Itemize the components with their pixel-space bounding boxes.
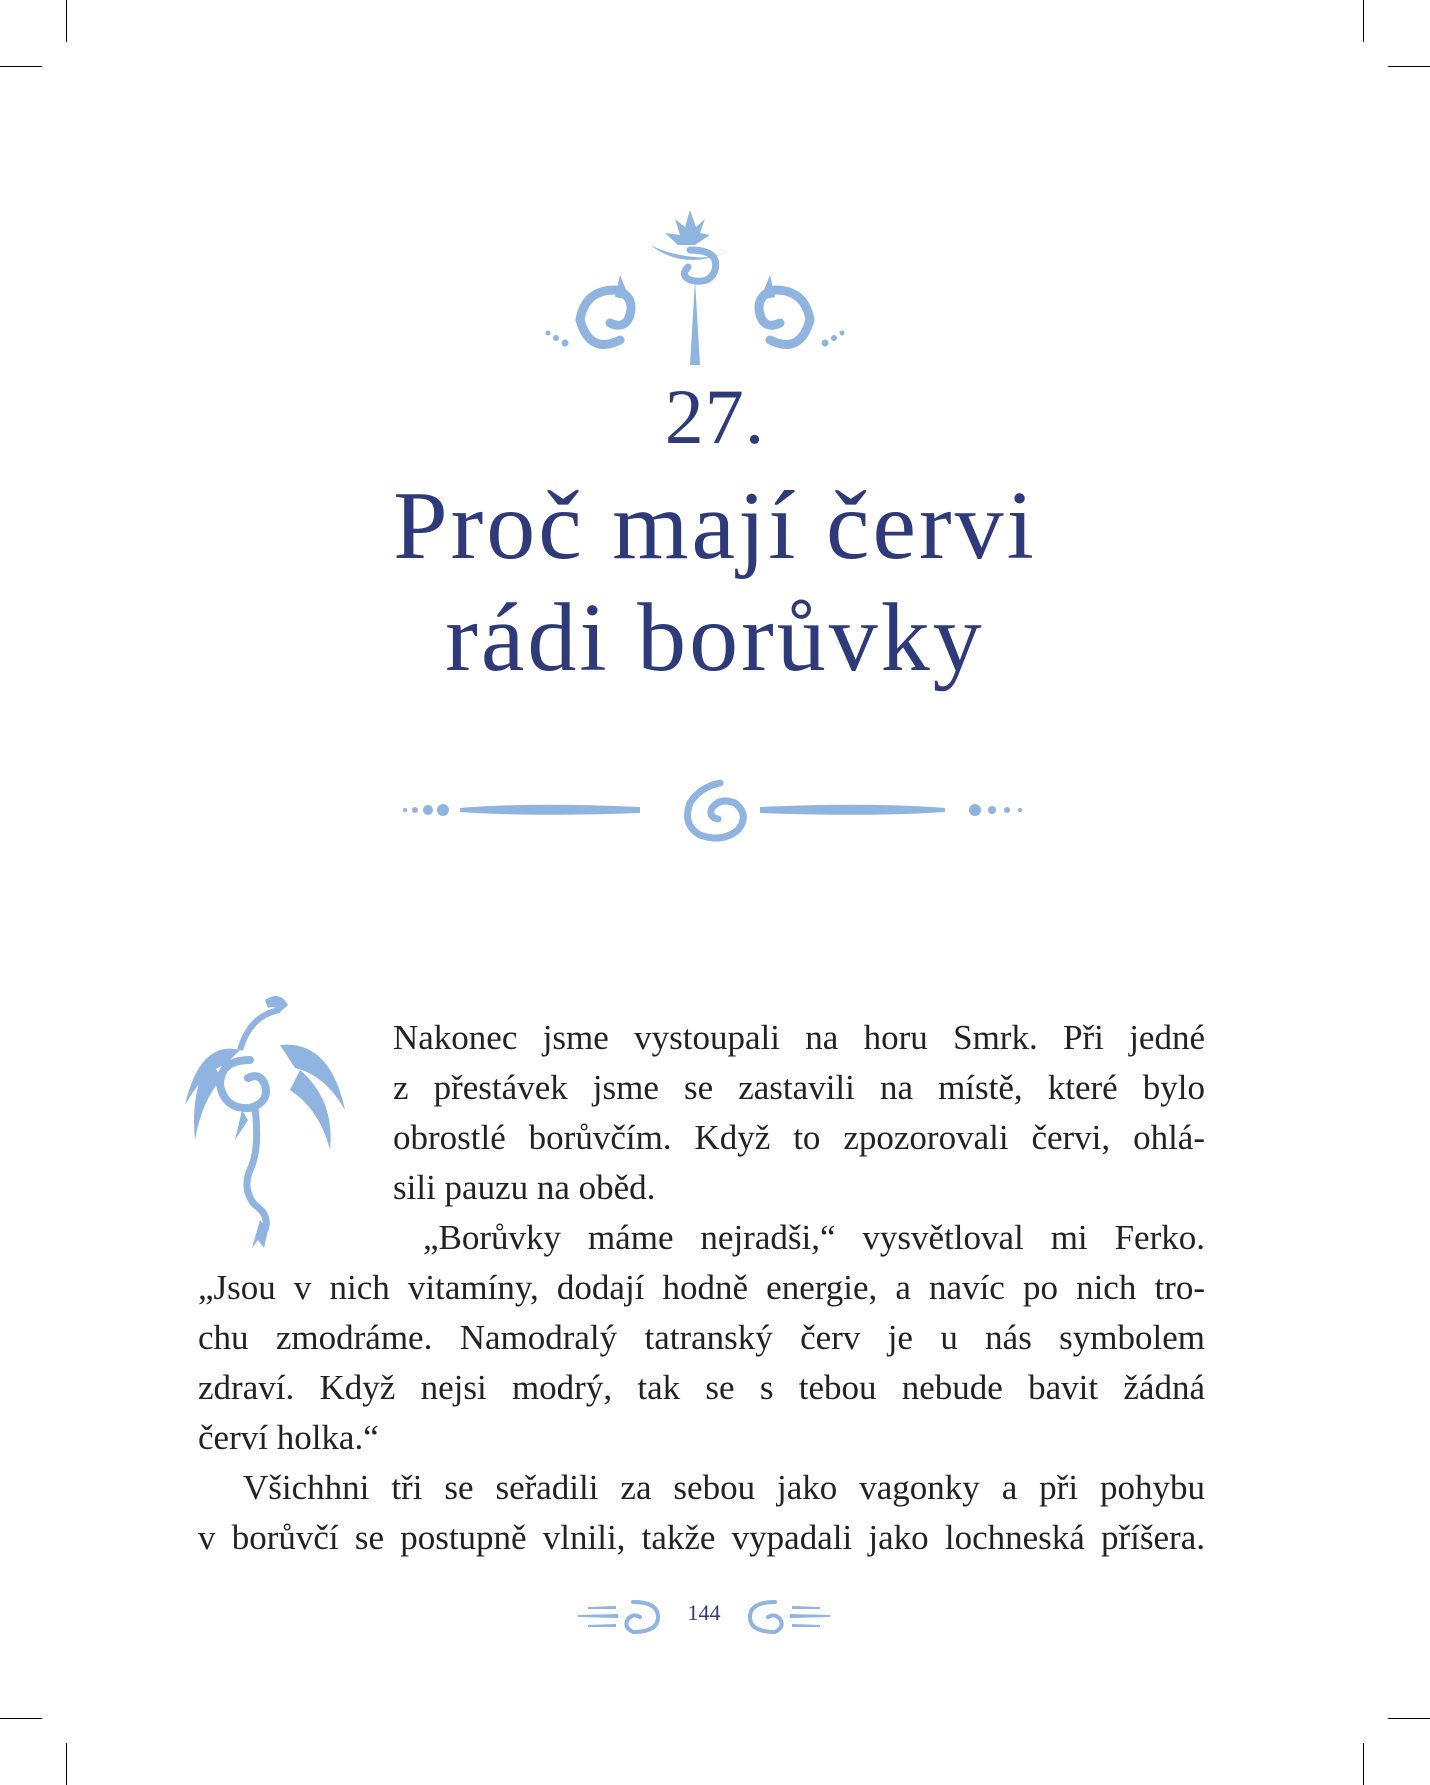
text-line: „Jsou v nich vitamíny, dodají hodně energie, a navíc po nich tro- xyxy=(198,1268,1205,1307)
crown-swirl-ornament-icon xyxy=(540,205,850,380)
footer-swirl-icon xyxy=(578,1597,668,1637)
text-line: Všichhni tři se seřadili za sebou jako vagonky a při pohybu xyxy=(243,1468,1205,1507)
text-line: chu zmodráme. Namodralý tatranský červ je u nás symbolem xyxy=(198,1318,1205,1357)
text-line: obrostlé borůvčím. Když to zpozorovali červi, ohlá- xyxy=(393,1118,1205,1157)
chapter-title xyxy=(0,470,1430,694)
crop-mark xyxy=(1388,1718,1430,1719)
text-line: z přestávek jsme se zastavili na místě, které bylo xyxy=(393,1068,1205,1107)
crop-mark xyxy=(0,66,42,67)
crop-mark xyxy=(1388,66,1430,67)
chapter-title-line: Proč mají červi xyxy=(393,472,1037,580)
text-line: v borůvčí se postupně vlnili, takže vypadali jako lochneská příšera. xyxy=(198,1518,1205,1557)
paragraph xyxy=(393,1013,1205,1213)
text-line: zdraví. Když nejsi modrý, tak se s tebou nebude bavit žádná xyxy=(198,1368,1205,1407)
chapter-number: 27. xyxy=(664,373,766,460)
text-line: „Borůvky máme nejradši,“ vysvětloval mi Ferko. xyxy=(423,1218,1205,1257)
chapter-title-line: rádi borůvky xyxy=(445,584,985,692)
crop-mark xyxy=(66,0,67,42)
crop-mark xyxy=(1363,0,1364,42)
crop-mark xyxy=(66,1743,67,1785)
crop-mark xyxy=(1363,1743,1364,1785)
text-line: sili pauzu na oběd. xyxy=(393,1168,656,1207)
swirl-divider-icon xyxy=(400,775,1030,845)
paragraph xyxy=(198,1213,1205,1463)
footer-swirl-icon xyxy=(740,1597,830,1637)
text-line: červí holka.“ xyxy=(198,1418,379,1457)
dragon-ornament-icon xyxy=(180,990,355,1250)
crop-mark xyxy=(0,1718,42,1719)
paragraph xyxy=(198,1463,1205,1563)
page-number: 144 xyxy=(687,1600,721,1625)
text-line: Nakonec jsme vystoupali na horu Smrk. Při jedné xyxy=(393,1018,1205,1057)
